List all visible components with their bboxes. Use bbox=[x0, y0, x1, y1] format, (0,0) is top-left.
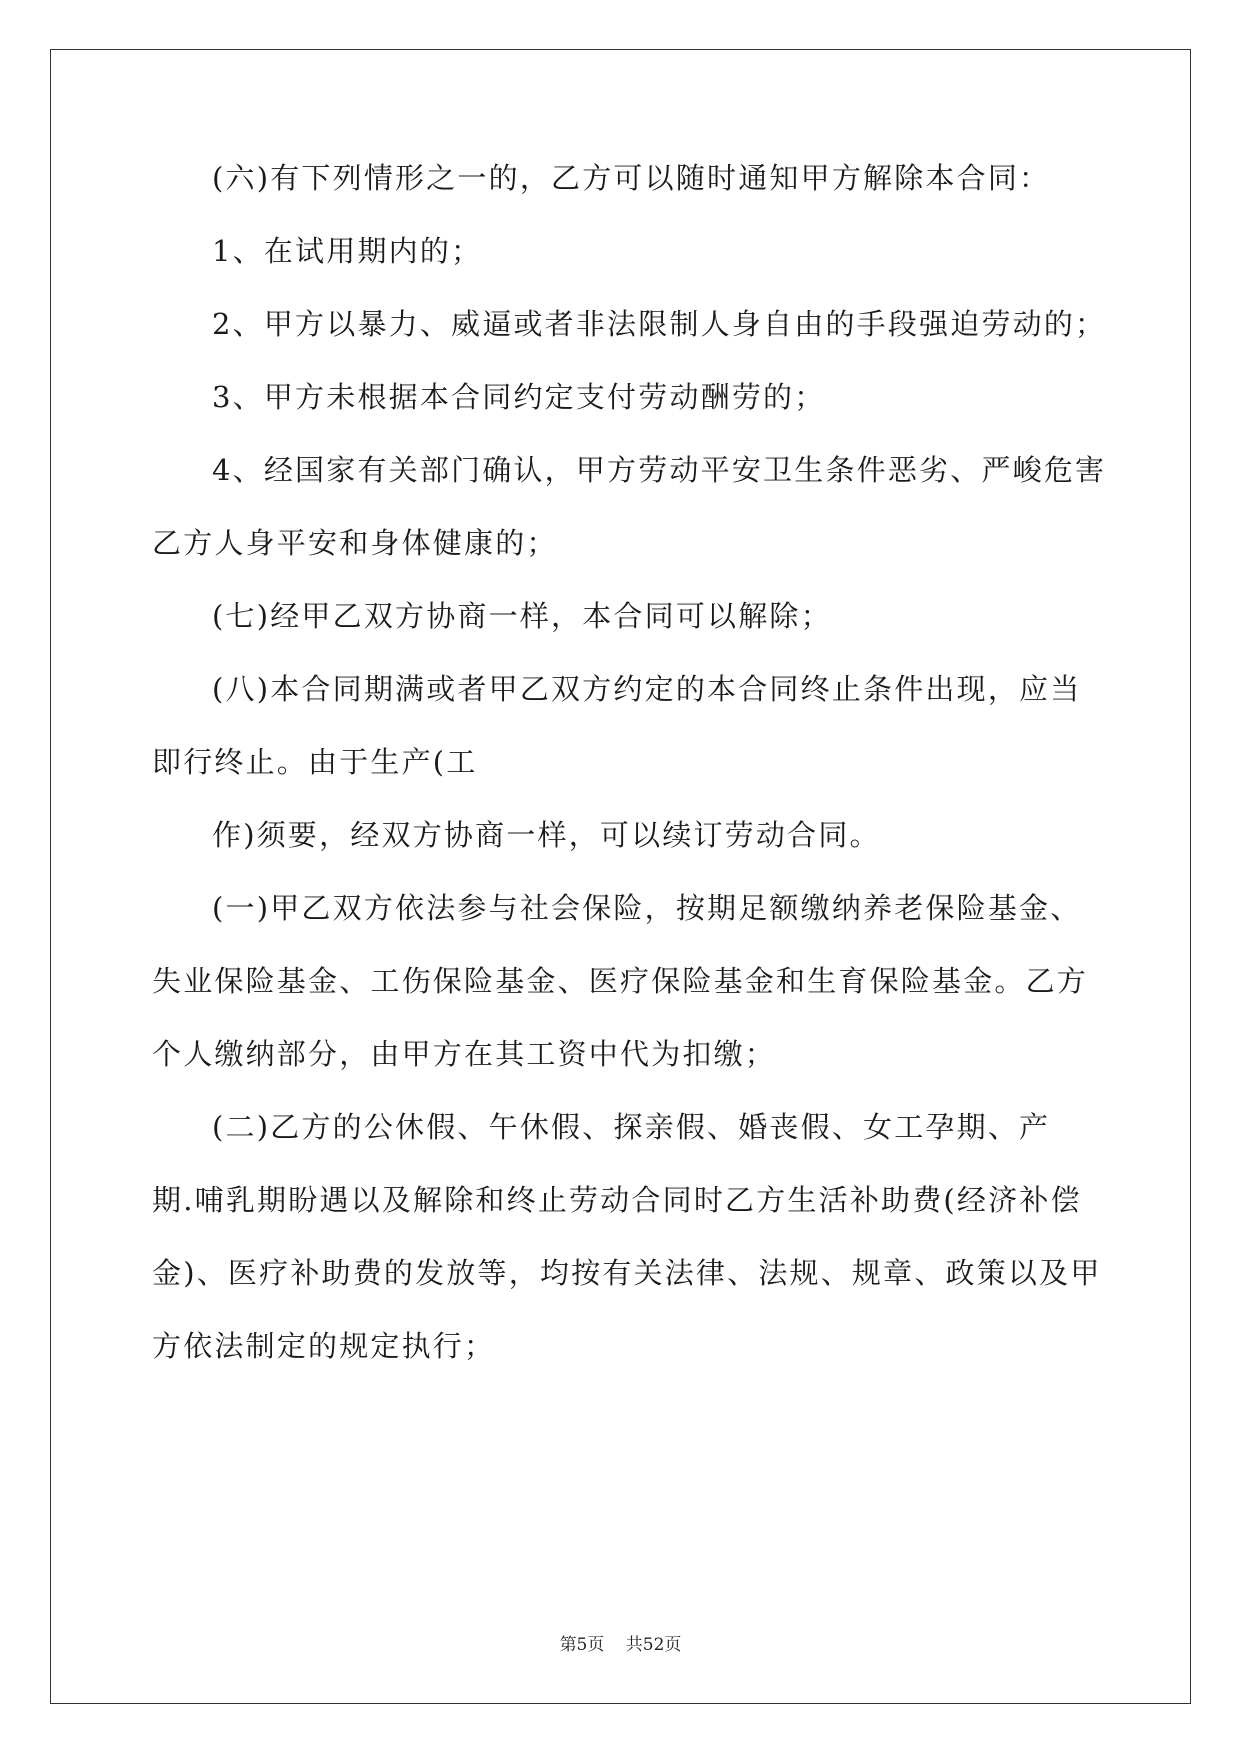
paragraph-line: 2、甲方以暴力、威逼或者非法限制人身自由的手段强迫劳动的； bbox=[212, 307, 1107, 341]
page-border bbox=[50, 49, 1191, 1704]
paragraph-line: 期.哺乳期盼遇以及解除和终止劳动合同时乙方生活补助费(经济补偿 bbox=[152, 1183, 1082, 1217]
page-total: 共52页 bbox=[625, 1635, 682, 1655]
paragraph-line: 4、经国家有关部门确认，甲方劳动平安卫生条件恶劣、严峻危害 bbox=[212, 453, 1107, 487]
paragraph-line: 1、在试用期内的； bbox=[212, 234, 483, 268]
paragraph-line: (七)经甲乙双方协商一样，本合同可以解除； bbox=[212, 599, 832, 633]
page-number: 第5页 bbox=[559, 1635, 605, 1655]
paragraph-line: (二)乙方的公休假、午休假、探亲假、婚丧假、女工孕期、产 bbox=[212, 1110, 1051, 1144]
paragraph-line: (六)有下列情形之一的，乙方可以随时通知甲方解除本合同： bbox=[212, 161, 1051, 195]
page-footer bbox=[0, 1630, 1241, 1655]
paragraph-line: 失业保险基金、工伤保险基金、医疗保险基金和生育保险基金。乙方 bbox=[152, 964, 1089, 998]
paragraph-line: 方依法制定的规定执行； bbox=[152, 1329, 496, 1363]
paragraph-line: 3、甲方未根据本合同约定支付劳动酬劳的； bbox=[212, 380, 826, 414]
paragraph-line: (一)甲乙双方依法参与社会保险，按期足额缴纳养老保险基金、 bbox=[212, 891, 1082, 925]
paragraph-line: 乙方人身平安和身体健康的； bbox=[152, 526, 558, 560]
paragraph-line: (八)本合同期满或者甲乙双方约定的本合同终止条件出现，应当 bbox=[212, 672, 1082, 706]
paragraph-line: 金)、医疗补助费的发放等，均按有关法律、法规、规章、政策以及甲 bbox=[152, 1256, 1102, 1290]
paragraph-line: 个人缴纳部分，由甲方在其工资中代为扣缴； bbox=[152, 1037, 777, 1071]
paragraph-line: 即行终止。由于生产(工 bbox=[152, 745, 478, 779]
paragraph-line: 作)须要，经双方协商一样，可以续订劳动合同。 bbox=[212, 818, 881, 852]
